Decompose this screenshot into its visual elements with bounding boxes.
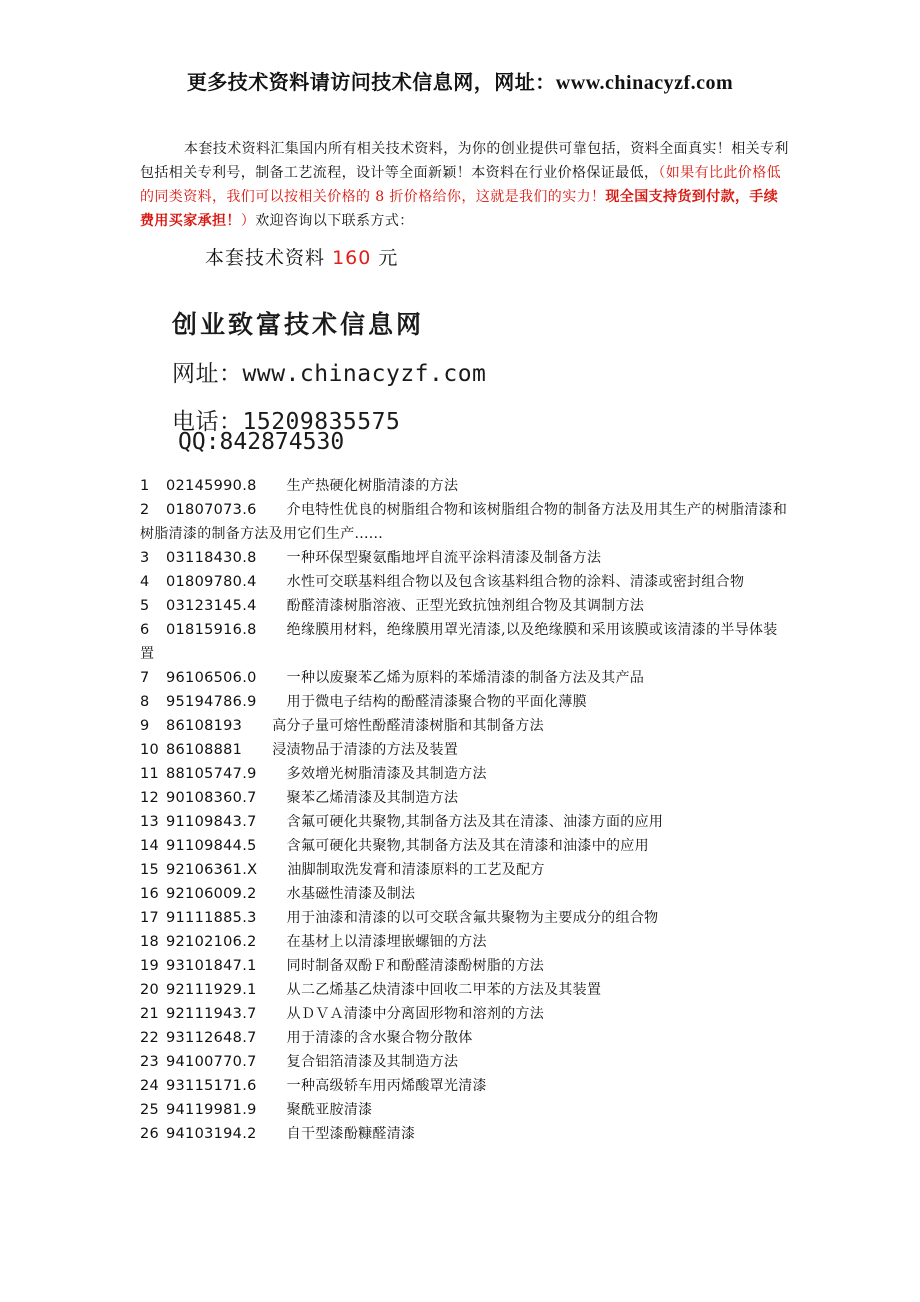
patent-code: 86108881: [166, 742, 243, 758]
price-line: [205, 243, 398, 270]
patent-title: 在基材上以清漆埋嵌螺钿的方法: [286, 934, 487, 950]
list-item: [140, 1050, 790, 1074]
list-item: [140, 834, 790, 858]
patent-title: 绝缘膜用材料，绝缘膜用罩光清漆,以及绝缘膜和采用该膜或该清漆的半导体装置: [140, 622, 778, 662]
patent-title: 含氟可硬化共聚物,其制备方法及其在清漆、油漆方面的应用: [286, 814, 664, 830]
list-item: [140, 498, 790, 546]
patent-code: 94103194.2: [166, 1126, 257, 1142]
patent-code: 91109844.5: [166, 838, 257, 854]
list-item: [140, 810, 790, 834]
patent-number: 16: [140, 886, 160, 902]
patent-title: 水基磁性清漆及制法: [286, 886, 416, 902]
patent-number: 22: [140, 1030, 160, 1046]
patent-code: 92106009.2: [166, 886, 257, 902]
patent-code: 93112648.7: [166, 1030, 257, 1046]
list-item: [140, 1002, 790, 1026]
list-item: [140, 906, 790, 930]
list-item: [140, 1098, 790, 1122]
price-value: 160: [332, 247, 372, 269]
page-title: 更多技术资料请访问技术信息网，网址：www.chinacyzf.com: [186, 72, 734, 94]
intro-paragraph: [140, 137, 790, 233]
patent-title: 同时制备双酚Ｆ和酚醛清漆酚树脂的方法: [286, 958, 545, 974]
list-item: [140, 882, 790, 906]
patent-title: 用于油漆和清漆的以可交联含氟共聚物为主要成分的组合物: [286, 910, 659, 926]
patent-number: 2: [140, 502, 150, 518]
patent-title: 油脚制取洗发膏和清漆原料的工艺及配方: [287, 862, 545, 878]
patent-title: 复合铝箔清漆及其制造方法: [286, 1054, 459, 1070]
list-item: [140, 714, 790, 738]
list-item: [140, 690, 790, 714]
list-item: [140, 1026, 790, 1050]
list-item: [140, 930, 790, 954]
patent-number: 20: [140, 982, 160, 998]
list-item: [140, 666, 790, 690]
intro-cod-text: 现全国支持货到付款，手续费用买家承担！: [140, 189, 779, 229]
patent-number: 10: [140, 742, 160, 758]
intro-paren: ）: [240, 213, 256, 229]
contact-qq: QQ:842874530: [178, 429, 345, 455]
patent-code: 92111943.7: [166, 1006, 257, 1022]
patent-title: 高分子量可熔性酚醛清漆树脂和其制备方法: [272, 718, 544, 734]
patent-title: 浸渍物品于清漆的方法及装置: [272, 742, 459, 758]
patent-title: 一种高级轿车用丙烯酸罩光清漆: [286, 1078, 487, 1094]
patent-number: 15: [140, 862, 160, 878]
patent-title: 生产热硬化树脂清漆的方法: [286, 478, 459, 494]
patent-number: 3: [140, 550, 150, 566]
patent-number: 7: [140, 670, 150, 686]
patent-number: 24: [140, 1078, 160, 1094]
patent-code: 02145990.8: [166, 478, 257, 494]
patent-title: 聚酰亚胺清漆: [286, 1102, 373, 1118]
patent-title: 多效增光树脂清漆及其制造方法: [286, 766, 487, 782]
list-item: [140, 858, 790, 882]
list-item: [140, 978, 790, 1002]
patent-code: 92102106.2: [166, 934, 257, 950]
patent-number: 26: [140, 1126, 160, 1142]
list-item: [140, 546, 790, 570]
list-item: [140, 762, 790, 786]
patent-number: 23: [140, 1054, 160, 1070]
list-item: [140, 738, 790, 762]
price-label: 本套技术资料: [205, 247, 326, 269]
patent-title: 水性可交联基料组合物以及包含该基料组合物的涂料、清漆或密封组合物: [286, 574, 745, 590]
intro-offer-text: （如果有比此价格低的同类资料，我们可以按相关价格的 8 折价格给你，这就是我们的实力！: [140, 165, 782, 205]
patent-title: 用于清漆的含水聚合物分散体: [286, 1030, 473, 1046]
patent-code: 92111929.1: [166, 982, 257, 998]
patent-code: 03118430.8: [166, 550, 257, 566]
patent-number: 1: [140, 478, 150, 494]
patent-number: 5: [140, 598, 150, 614]
patent-number: 9: [140, 718, 150, 734]
patent-title: 介电特性优良的树脂组合物和该树脂组合物的制备方法及用其生产的树脂清漆和树脂清漆的制备方法及用它们生产......: [140, 502, 788, 542]
contact-company: 创业致富技术信息网: [172, 310, 425, 339]
patent-number: 4: [140, 574, 150, 590]
patent-title: 自干型漆酚糠醛清漆: [286, 1126, 416, 1142]
patent-number: 6: [140, 622, 150, 638]
patent-code: 96106506.0: [166, 670, 257, 686]
patent-number: 25: [140, 1102, 160, 1118]
patent-number: 12: [140, 790, 160, 806]
list-item: [140, 594, 790, 618]
patent-code: 01815916.8: [166, 622, 257, 638]
patent-number: 21: [140, 1006, 160, 1022]
list-item: [140, 474, 790, 498]
patent-number: 14: [140, 838, 160, 854]
contact-phone: 电话：15209835575: [172, 409, 401, 435]
contact-website: 网址：www.chinacyzf.com: [172, 361, 487, 387]
patent-code: 93101847.1: [166, 958, 257, 974]
patent-code: 01809780.4: [166, 574, 257, 590]
patent-title: 从ＤＶＡ清漆中分离固形物和溶剂的方法: [286, 1006, 545, 1022]
patent-code: 01807073.6: [166, 502, 257, 518]
patent-code: 94119981.9: [166, 1102, 257, 1118]
patent-code: 93115171.6: [166, 1078, 257, 1094]
patent-code: 03123145.4: [166, 598, 257, 614]
patent-title: 用于微电子结构的酚醛清漆聚合物的平面化薄膜: [286, 694, 587, 710]
patent-list: [140, 474, 790, 1146]
patent-title: 酚醛清漆树脂溶液、正型光致抗蚀剂组合物及其调制方法: [286, 598, 645, 614]
patent-title: 含氟可硬化共聚物,其制备方法及其在清漆和油漆中的应用: [286, 838, 649, 854]
patent-number: 8: [140, 694, 150, 710]
intro-contact-text: 欢迎咨询以下联系方式：: [255, 213, 414, 229]
patent-code: 86108193: [166, 718, 243, 734]
patent-number: 17: [140, 910, 160, 926]
list-item: [140, 1122, 790, 1146]
intro-text: 本套技术资料汇集国内所有相关技术资料，为你的创业提供可靠包括，资料全面真实！相关专利包括相关专利号，制备工艺流程，设计等全面新颖！本资料在行业价格保证最低，: [140, 141, 789, 181]
list-item: [140, 786, 790, 810]
patent-number: 18: [140, 934, 160, 950]
patent-number: 19: [140, 958, 160, 974]
patent-code: 88105747.9: [166, 766, 257, 782]
patent-code: 91111885.3: [166, 910, 257, 926]
patent-number: 13: [140, 814, 160, 830]
patent-title: 聚苯乙烯清漆及其制造方法: [286, 790, 459, 806]
patent-code: 90108360.7: [166, 790, 257, 806]
list-item: [140, 618, 790, 666]
list-item: [140, 1074, 790, 1098]
patent-code: 95194786.9: [166, 694, 257, 710]
price-unit: 元: [378, 247, 399, 269]
list-item: [140, 954, 790, 978]
list-item: [140, 570, 790, 594]
patent-code: 92106361.X: [166, 862, 258, 878]
patent-code: 94100770.7: [166, 1054, 257, 1070]
patent-title: 一种环保型聚氨酯地坪自流平涂料清漆及制备方法: [286, 550, 602, 566]
patent-number: 11: [140, 766, 160, 782]
patent-title: 一种以废聚苯乙烯为原料的苯烯清漆的制备方法及其产品: [286, 670, 645, 686]
patent-title: 从二乙烯基乙炔清漆中回收二甲苯的方法及其装置: [286, 982, 602, 998]
patent-code: 91109843.7: [166, 814, 257, 830]
